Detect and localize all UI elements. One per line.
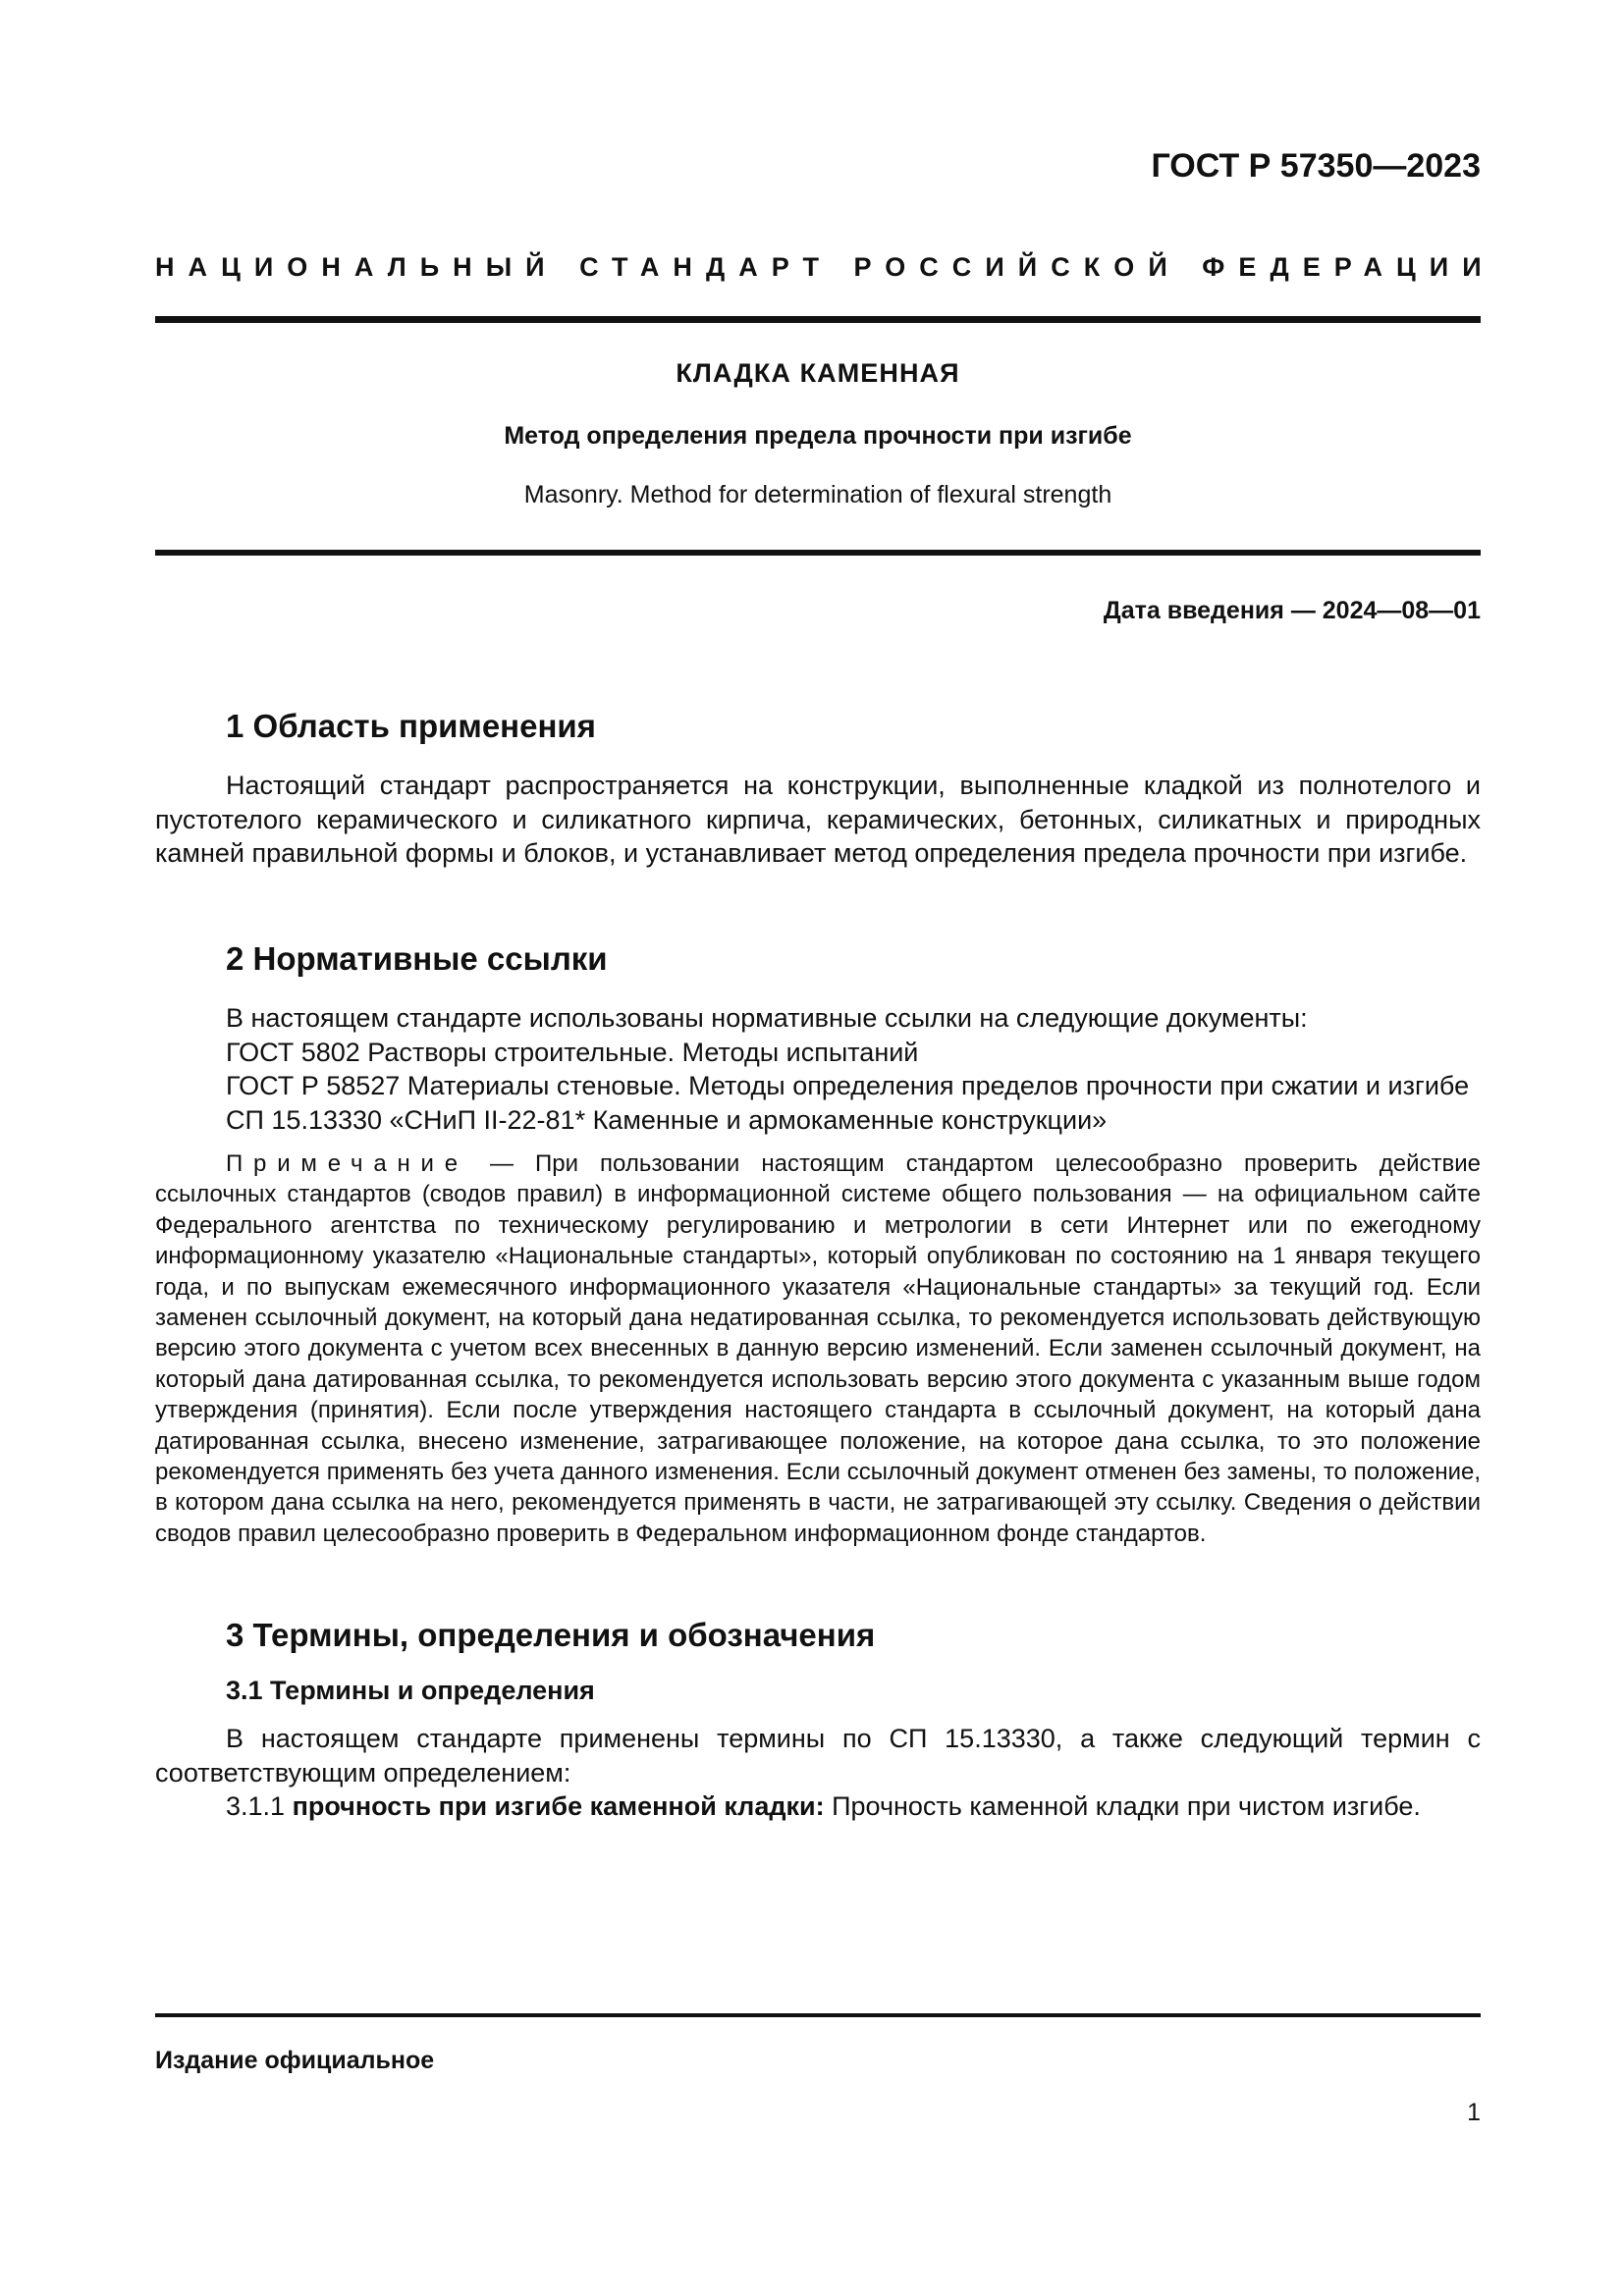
section-1-heading: 1 Область применения: [226, 708, 596, 744]
section-1-text: Настоящий стандарт распространяется на конструкции, выполненные кладкой из полнотелого и пустотелого керамического и силикатного кирпича, керамических, бетонных, силикатных и природных камней правильной формы и блоков, и устанавливает метод определения предела прочности при изгибе.: [155, 771, 1481, 868]
note-paragraph: [155, 1148, 1481, 1549]
terms-block: [155, 1722, 1481, 1824]
reference-item: ГОСТ 5802 Растворы строительные. Методы испытаний: [226, 1037, 919, 1067]
term-name: прочность при изгибе каменной кладки:: [292, 1791, 825, 1821]
header-rule: [155, 316, 1481, 323]
note-text: — При пользовании настоящим стандартом целесообразно проверить действие ссылочных стандартов (сводов правил) в информационной системе общего пользования — на официальном сайте Федерального агентства по техническому регулированию и метрологии в сети Интернет или по ежегодному информационному указателю «Национальные стандарты», который опубликован по состоянию на 1 января текущего года, и по выпускам ежемесячного информационного указателя «Национальные стандарты» за текущий год. Если заменен ссылочный документ, на который дана недатированная ссылка, то рекомендуется использовать действующую версию этого документа с учетом всех внесенных в данную версию изменений. Если заменен ссылочный документ, на который дана датированная ссылка, то рекомендуется использовать версию этого документа с указанным выше годом утверждения (принятия). Если после утверждения настоящего стандарта в ссылочный документ, на который дана датированная ссылка, внесено изменение, затрагивающее положение, на которое дана ссылка, то это положение рекомендуется применять без учета данного изменения. Если ссылочный документ отменен без замены, то положение, в котором дана ссылка на него, рекомендуется применять в части, не затрагивающей эту ссылку. Сведения о действии сводов правил целесообразно проверить в Федеральном информационном фонде стандартов.: [155, 1150, 1481, 1547]
english-title: Masonry. Method for determination of flexural strength: [523, 481, 1112, 508]
section-3-heading: 3 Термины, определения и обозначения: [226, 1617, 876, 1653]
subsection-3-1-heading: 3.1 Термины и определения: [226, 1676, 595, 1705]
term-definition: Прочность каменной кладки при чистом изгибе.: [824, 1791, 1421, 1821]
footer-rule: [155, 2013, 1481, 2017]
title-rule: [155, 550, 1481, 556]
reference-item: ГОСТ Р 58527 Материалы стеновые. Методы определения пределов прочности при сжатии и изгибе: [226, 1071, 1470, 1100]
document-title: КЛАДКА КАМЕННАЯ: [676, 358, 960, 388]
terms-intro: В настоящем стандарте применены термины по СП 15.13330, а также следующий термин с соответствующим определением:: [155, 1724, 1481, 1788]
doc-number: ГОСТ Р 57350—2023: [1151, 147, 1481, 185]
normative-references: [155, 1001, 1481, 1549]
term-number: 3.1.1: [226, 1791, 293, 1821]
standard-type: НАЦИОНАЛЬНЫЙ СТАНДАРТ РОССИЙСКОЙ ФЕДЕРАЦИИ: [155, 252, 1495, 282]
introduction-date: Дата введения — 2024—08—01: [1103, 597, 1481, 624]
term-entry: [155, 1789, 1481, 1824]
section-2-heading: 2 Нормативные ссылки: [226, 940, 608, 977]
references-intro: В настоящем стандарте использованы нормативные ссылки на следующие документы:: [226, 1003, 1308, 1033]
note-label: Примечание: [226, 1150, 468, 1177]
official-edition: Издание официальное: [155, 2047, 435, 2074]
document-subtitle: Метод определения предела прочности при изгибе: [504, 422, 1132, 450]
reference-item: СП 15.13330 «СНиП II-22-81* Каменные и армокаменные конструкции»: [226, 1104, 1108, 1135]
page-number: 1: [1467, 2099, 1481, 2126]
